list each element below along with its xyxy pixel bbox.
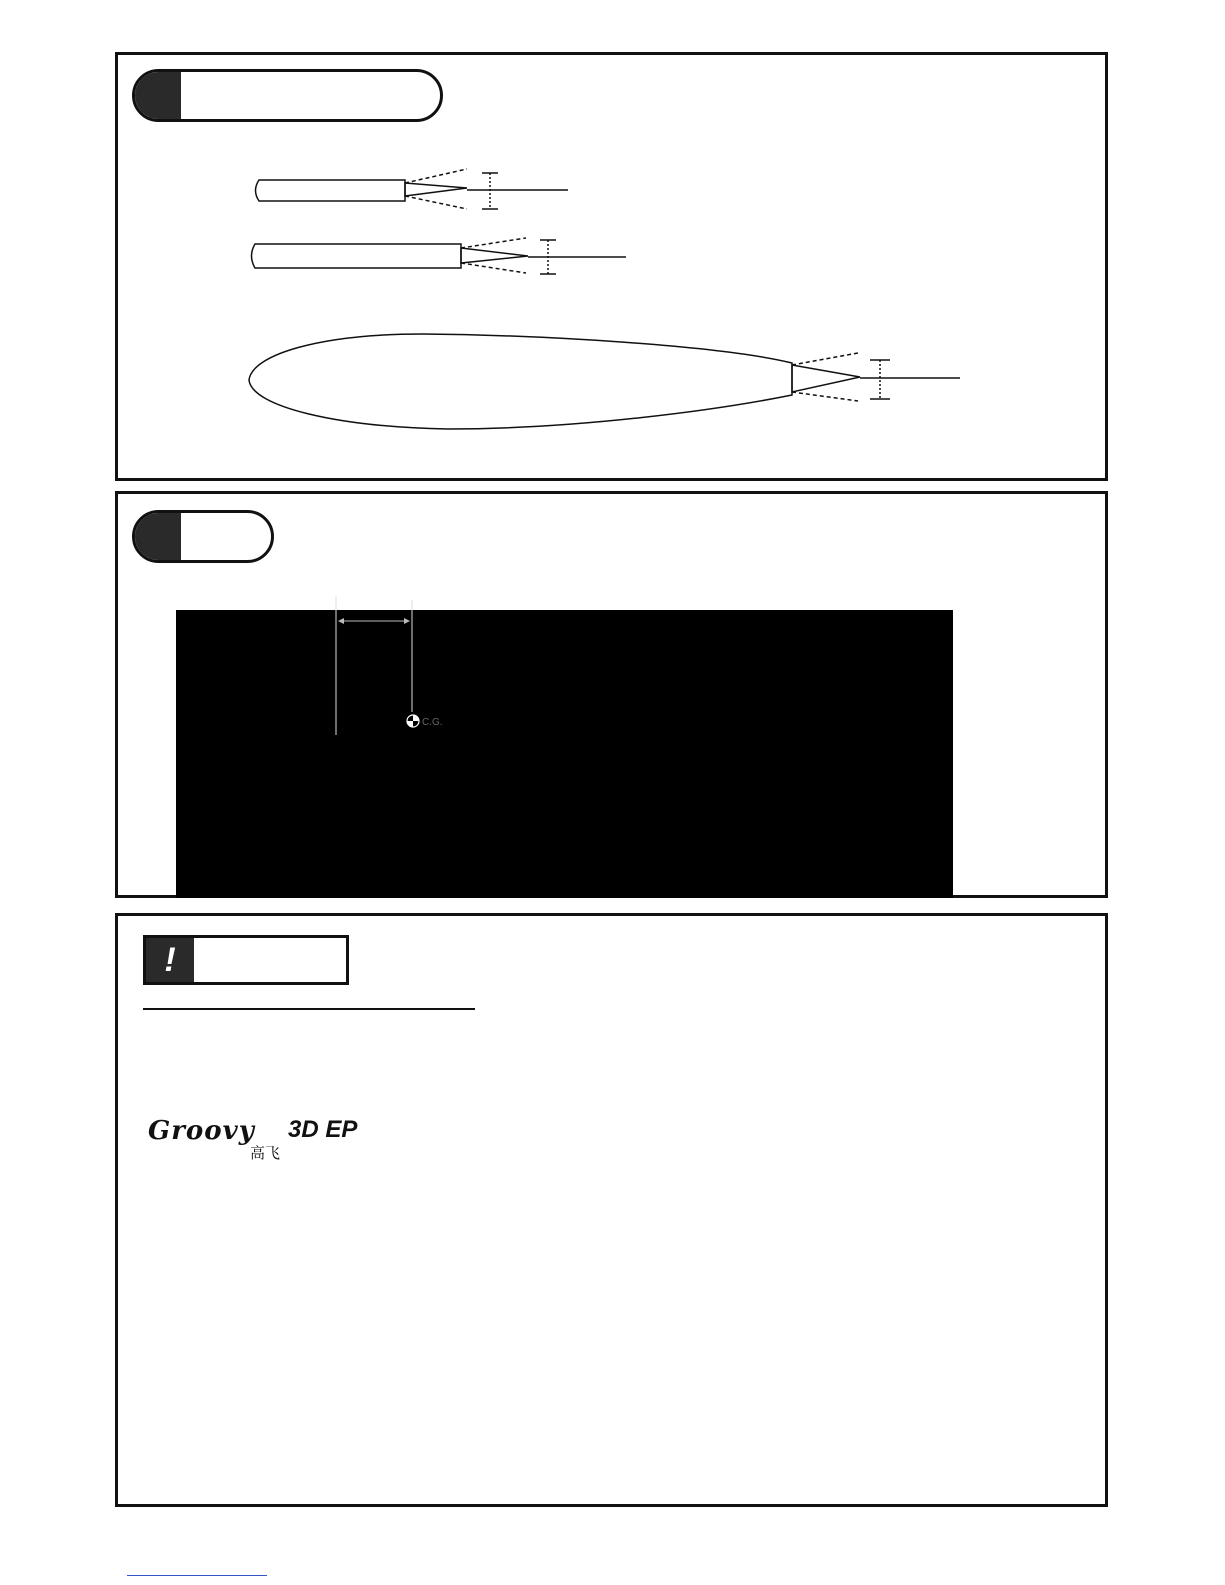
section-heading-warning xyxy=(143,935,349,985)
cg-symbol-icon xyxy=(407,715,419,727)
logo-model: 3D EP xyxy=(288,1116,358,1143)
groovy-3d-ep-logo xyxy=(148,1116,378,1176)
cg-marker-diagram xyxy=(118,494,1111,901)
heading-underline xyxy=(143,1008,475,1010)
logo-brand: Groovy xyxy=(148,1116,255,1146)
surface-diagram-medium xyxy=(252,238,627,274)
warning-panel xyxy=(115,913,1108,1507)
control-throws-panel xyxy=(115,52,1108,481)
surface-diagram-airfoil xyxy=(249,334,960,429)
exclamation-icon: ! xyxy=(164,941,176,979)
surface-diagram-small xyxy=(256,169,569,209)
throw-diagrams xyxy=(118,55,1111,484)
logo-chinese: 高飞 xyxy=(250,1144,281,1162)
cg-label: C.G. xyxy=(422,717,443,728)
center-of-gravity-panel xyxy=(115,491,1108,898)
footer-link-underline[interactable] xyxy=(127,1575,267,1576)
